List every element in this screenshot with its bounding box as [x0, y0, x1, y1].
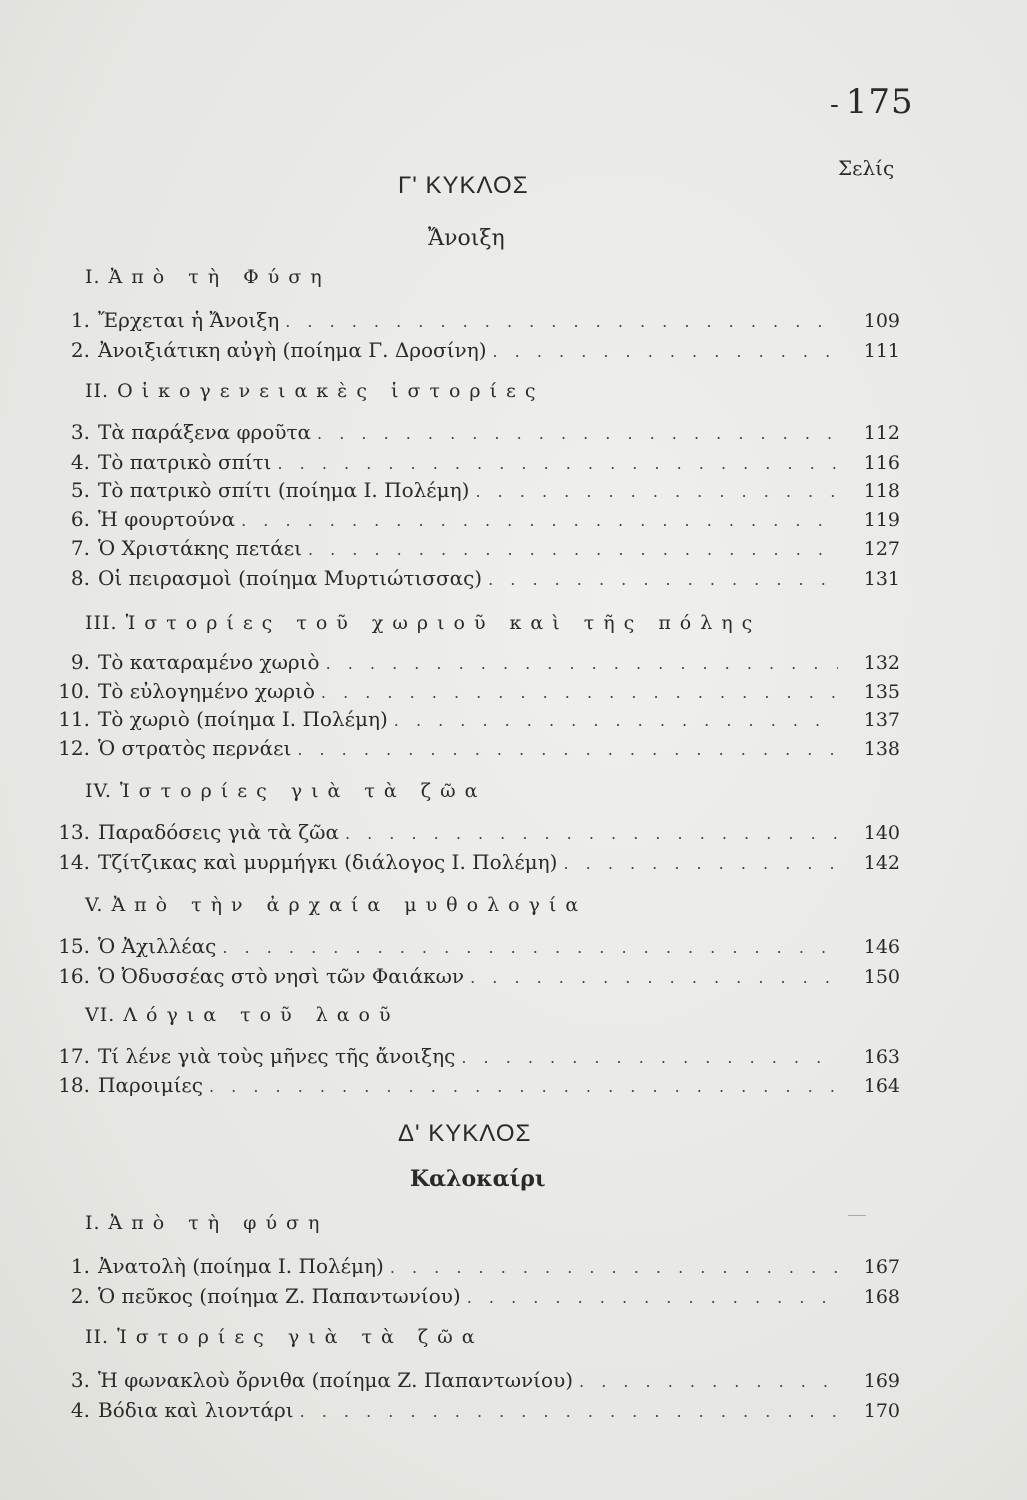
entry-number: 14.	[58, 850, 90, 874]
section-number: I.	[85, 266, 101, 288]
leader-dots	[394, 711, 838, 730]
entry-page: 111	[863, 340, 900, 362]
section-heading	[85, 1212, 328, 1234]
entry-number: 16.	[58, 964, 90, 988]
entry-page: 132	[863, 652, 900, 674]
toc-entry	[40, 964, 900, 994]
page-number-value: 175	[845, 82, 914, 122]
entry-number: 1.	[70, 1254, 90, 1278]
leader-dots	[285, 312, 838, 331]
toc-entry	[40, 478, 900, 508]
entry-page: 118	[863, 480, 900, 502]
toc-entry	[40, 338, 900, 368]
section-title: Λόγια τοῦ λαοῦ	[123, 1004, 400, 1026]
entry-page: 169	[863, 1370, 900, 1392]
entry-title: Τὸ καταραμένο χωριὸ	[98, 650, 320, 674]
season-title: Ἄνοιξη	[428, 226, 505, 251]
entry-title: Τί λένε γιὰ τοὺς μῆνες τῆς ἄνοιξης	[98, 1044, 456, 1068]
toc-entry	[40, 736, 900, 766]
entry-page: 164	[863, 1075, 900, 1097]
entry-number: 13.	[58, 820, 90, 844]
entry-number: 2.	[70, 338, 90, 362]
entry-number: 7.	[70, 536, 90, 560]
entry-number: 4.	[70, 1398, 90, 1422]
section-number: VI.	[85, 1004, 116, 1026]
leader-dots	[390, 1258, 838, 1277]
toc-entry	[40, 1044, 900, 1074]
entry-number: 5.	[70, 478, 90, 502]
entry-page: 119	[863, 509, 900, 531]
section-number: IV.	[85, 780, 112, 802]
entry-number: 10.	[58, 679, 90, 703]
toc-entry	[40, 1398, 900, 1428]
section-title: Οἰκογενειακὲς ἱστορίες	[117, 380, 545, 402]
entry-page: 142	[863, 852, 900, 874]
section-title: Ἱστορίες τοῦ χωριοῦ καὶ τῆς πόλης	[125, 612, 762, 634]
leader-dots	[209, 1077, 838, 1096]
entry-title: Τὸ πατρικὸ σπίτι (ποίημα Ι. Πολέμη)	[98, 478, 470, 502]
margin-dash	[848, 1215, 866, 1216]
page-column-header: Σελίς	[838, 156, 895, 180]
entry-title: Τὸ χωριὸ (ποίημα Ι. Πολέμη)	[98, 707, 388, 731]
toc-entry	[40, 1284, 900, 1314]
section-number: II.	[85, 380, 110, 402]
entry-title: Οἱ πειρασμοὶ (ποίημα Μυρτιώτισσας)	[98, 566, 483, 590]
entry-page: 140	[863, 822, 900, 844]
entry-title: Τὸ πατρικὸ σπίτι	[98, 450, 272, 474]
toc-entry	[40, 1368, 900, 1398]
toc-entry	[40, 679, 900, 709]
entry-number: 9.	[70, 650, 90, 674]
toc-entry	[40, 934, 900, 964]
page-number	[830, 82, 914, 122]
leader-dots	[345, 824, 838, 843]
toc-entry	[40, 650, 900, 680]
entry-page: 137	[863, 709, 900, 731]
entry-page: 112	[863, 422, 900, 444]
entry-title: Παραδόσεις γιὰ τὰ ζῶα	[98, 820, 339, 844]
cycle-title: Δ' ΚΥΚΛΟΣ	[398, 1120, 532, 1147]
toc-entry	[40, 450, 900, 480]
entry-title: Ὁ Χριστάκης πετάει	[98, 536, 302, 560]
toc-entry	[40, 707, 900, 737]
leader-dots	[579, 1372, 838, 1391]
leader-dots	[321, 683, 838, 702]
entry-number: 3.	[70, 1368, 90, 1392]
leader-dots	[297, 740, 838, 759]
section-heading	[85, 266, 331, 288]
leader-dots	[278, 454, 839, 473]
entry-number: 18.	[58, 1073, 90, 1097]
entry-page: 138	[863, 738, 900, 760]
cycle-title: Γ' ΚΥΚΛΟΣ	[398, 172, 529, 199]
section-title: Ἀπὸ τὴ φύση	[108, 1212, 329, 1234]
section-heading	[85, 1004, 400, 1026]
toc-entry	[40, 820, 900, 850]
entry-page: 167	[863, 1256, 900, 1278]
entry-title: Ἀνοιξιάτικη αὐγὴ (ποίημα Γ. Δροσίνη)	[98, 338, 487, 362]
leader-dots	[488, 570, 838, 589]
leader-dots	[326, 654, 838, 673]
toc-entry	[40, 308, 900, 338]
entry-title: Ἀνατολὴ (ποίημα Ι. Πολέμη)	[98, 1254, 384, 1278]
section-number: I.	[85, 1212, 101, 1234]
section-heading	[85, 380, 545, 402]
section-number: III.	[85, 612, 118, 634]
entry-title: Ἡ φωνακλοὺ ὄρνιθα (ποίημα Ζ. Παπαντωνίου)	[98, 1368, 574, 1392]
entry-number: 15.	[58, 934, 90, 958]
section-heading	[85, 612, 761, 634]
entry-page: 127	[863, 538, 900, 560]
leader-dots	[467, 1288, 838, 1307]
toc-entry	[40, 536, 900, 566]
entry-number: 4.	[70, 450, 90, 474]
section-title: Ἱστορίες γιὰ τὰ ζῶα	[117, 1326, 484, 1348]
entry-title: Ὁ Ἀχιλλέας	[98, 934, 217, 958]
entry-number: 2.	[70, 1284, 90, 1308]
entry-page: 163	[863, 1046, 900, 1068]
entry-number: 11.	[58, 707, 90, 731]
entry-page: 131	[863, 568, 900, 590]
entry-title: Ὁ Ὀδυσσέας στὸ νησὶ τῶν Φαιάκων	[98, 964, 465, 988]
season-title: Καλοκαίρι	[410, 1166, 546, 1192]
entry-page: 109	[863, 310, 900, 332]
toc-entry	[40, 507, 900, 537]
toc-entry	[40, 850, 900, 880]
entry-page: 150	[863, 966, 900, 988]
entry-title: Ὁ στρατὸς περνάει	[98, 736, 292, 760]
entry-number: 1.	[70, 308, 90, 332]
leader-dots	[241, 511, 838, 530]
leader-dots	[308, 540, 838, 559]
entry-number: 12.	[58, 736, 90, 760]
section-heading	[85, 780, 486, 802]
leader-dots	[475, 482, 838, 501]
section-number: II.	[85, 1326, 110, 1348]
toc-entry	[40, 1073, 900, 1103]
section-title: Ἱστορίες γιὰ τὰ ζῶα	[119, 780, 487, 802]
leader-dots	[317, 424, 838, 443]
section-heading	[85, 1326, 484, 1348]
section-title: Ἀπὸ τὴ Φύση	[108, 266, 331, 288]
leader-dots	[300, 1402, 838, 1421]
leader-dots	[563, 854, 838, 873]
entry-title: Τὸ εὐλογημένο χωριὸ	[98, 679, 315, 703]
leader-dots	[493, 342, 839, 361]
toc-entry	[40, 420, 900, 450]
toc-entry	[40, 1254, 900, 1284]
leader-dots	[461, 1048, 838, 1067]
entry-title: Παροιμίες	[98, 1073, 203, 1097]
entry-number: 3.	[70, 420, 90, 444]
entry-number: 8.	[70, 566, 90, 590]
section-number: V.	[85, 894, 104, 916]
toc-entry	[40, 566, 900, 596]
entry-title: Ἡ φουρτούνα	[98, 507, 236, 531]
entry-title: Ὁ πεῦκος (ποίημα Ζ. Παπαντωνίου)	[98, 1284, 461, 1308]
entry-title: Ἔρχεται ἡ Ἄνοιξη	[98, 308, 280, 332]
entry-page: 135	[863, 681, 900, 703]
leader-dots	[222, 938, 838, 957]
page-number-dash: -	[830, 90, 840, 120]
leader-dots	[470, 968, 838, 987]
entry-page: 170	[863, 1400, 900, 1422]
entry-number: 6.	[70, 507, 90, 531]
entry-page: 116	[863, 452, 900, 474]
entry-title: Τζίτζικας καὶ μυρμήγκι (διάλογος Ι. Πολέμη)	[98, 850, 558, 874]
entry-title: Τὰ παράξενα φροῦτα	[98, 420, 312, 444]
section-title: Ἀπὸ τὴν ἀρχαία μυθολογία	[111, 894, 588, 916]
entry-page: 168	[863, 1286, 900, 1308]
entry-number: 17.	[58, 1044, 90, 1068]
entry-page: 146	[863, 936, 900, 958]
entry-title: Βόδια καὶ λιοντάρι	[98, 1398, 294, 1422]
section-heading	[85, 894, 587, 916]
